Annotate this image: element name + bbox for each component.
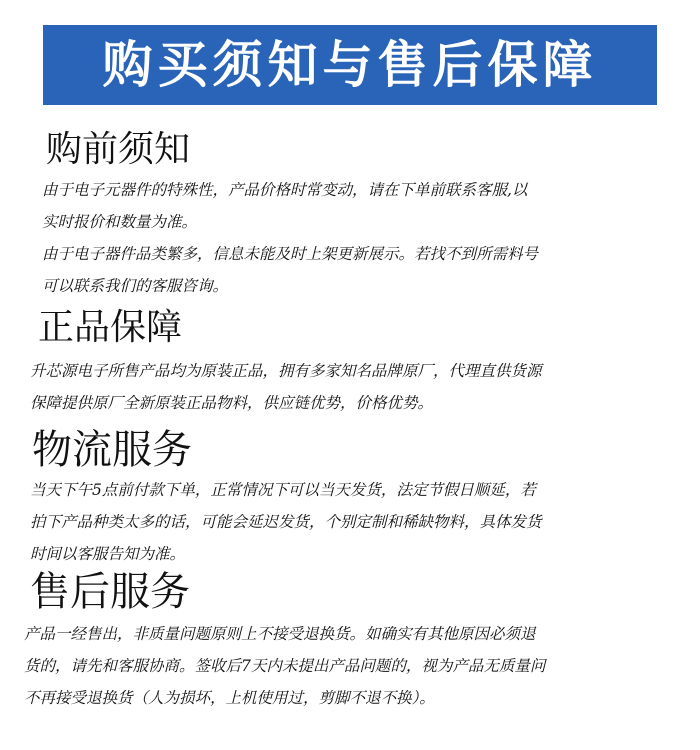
header-banner [43,25,657,105]
banner-title: 购买须知与售后保障 [102,36,598,94]
section-paragraph-authenticity: 升芯源电子所售产品均为原装正品，拥有多家知名品牌原厂，代理直供货源 保障提供原厂全新原装正品物料，供应链优势，价格优势。 [30,362,542,412]
section-heading-pre-purchase: 购前须知 [46,129,191,170]
section-paragraph-after-sales: 产品一经售出，非质量问题原则上不接受退换货。如确实有其他原因必须退 货的，请先和客服协商。签收后7天内未提出产品问题的，视为产品无质量问 不再接受退换货（人为损坏，上机使用过，剪脚不退不换）。 [24,625,546,707]
section-paragraph-pre-purchase-inventory: 由于电子器件品类繁多，信息未能及时上架更新展示。若找不到所需料号 可以联系我们的客服咨询。 [42,245,539,295]
section-heading-logistics: 物流服务 [32,427,192,473]
section-heading-authenticity: 正品保障 [38,307,183,348]
section-paragraph-logistics: 当天下午5点前付款下单，正常情况下可以当天发货，法定节假日顺延，若 拍下产品种类太多的话，可能会延迟发货，个别定制和稀缺物料，具体发货 时间以客服告知为准。 [30,481,542,563]
section-paragraph-pre-purchase-pricing: 由于电子元器件的特殊性，产品价格时常变动，请在下单前联系客服,以 实时报价和数量为准。 [42,181,528,231]
section-heading-after-sales: 售后服务 [30,569,190,615]
